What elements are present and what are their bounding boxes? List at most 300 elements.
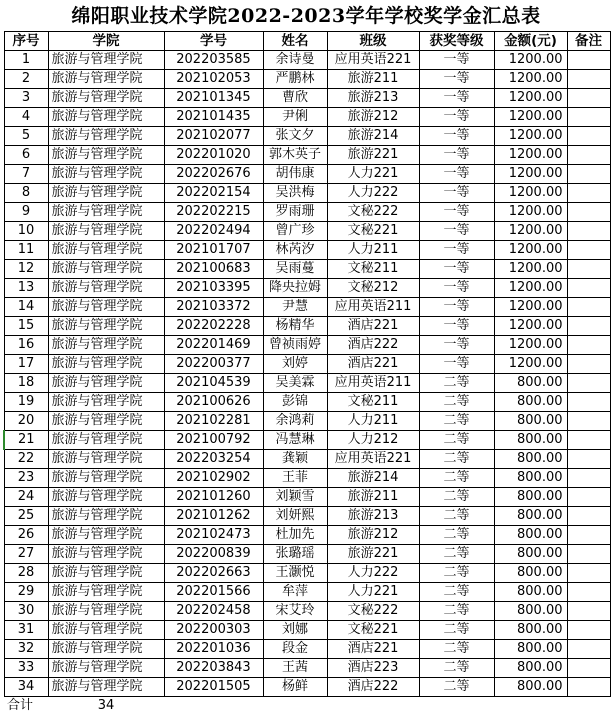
cell-amount[interactable]: 1200.00 (494, 70, 567, 89)
cell-student-id[interactable]: 202101262 (164, 507, 263, 526)
cell-college[interactable]: 旅游与管理学院 (48, 279, 164, 298)
total-empty-cell[interactable] (327, 697, 419, 716)
cell-name[interactable]: 刘婷 (263, 355, 327, 374)
cell-student-id[interactable]: 202202676 (164, 165, 263, 184)
cell-remark[interactable] (567, 678, 610, 697)
cell-class[interactable]: 人力221 (327, 583, 419, 602)
cell-class[interactable]: 旅游221 (327, 146, 419, 165)
cell-college[interactable]: 旅游与管理学院 (48, 526, 164, 545)
cell-name[interactable]: 彭锦 (263, 393, 327, 412)
cell-award-level[interactable]: 一等 (419, 165, 494, 184)
cell-amount[interactable]: 1200.00 (494, 203, 567, 222)
header-remark[interactable]: 备注 (567, 32, 610, 51)
cell-remark[interactable] (567, 602, 610, 621)
cell-index[interactable]: 17 (4, 355, 48, 374)
table-row (4, 260, 610, 279)
cell-name[interactable]: 尹慧 (263, 298, 327, 317)
cell-remark[interactable] (567, 222, 610, 241)
cell-name[interactable]: 宋艾玲 (263, 602, 327, 621)
cell-amount[interactable]: 1200.00 (494, 298, 567, 317)
cell-college[interactable]: 旅游与管理学院 (48, 488, 164, 507)
cell-index[interactable]: 22 (4, 450, 48, 469)
cell-name[interactable]: 张文夕 (263, 127, 327, 146)
cell-student-id[interactable]: 202200839 (164, 545, 263, 564)
cell-college[interactable]: 旅游与管理学院 (48, 583, 164, 602)
cell-remark[interactable] (567, 317, 610, 336)
cell-amount[interactable]: 800.00 (494, 412, 567, 431)
cell-name[interactable]: 刘颖雪 (263, 488, 327, 507)
cell-index[interactable]: 12 (4, 260, 48, 279)
cell-college[interactable]: 旅游与管理学院 (48, 621, 164, 640)
total-empty-cell[interactable] (567, 697, 610, 716)
cell-award-level[interactable]: 二等 (419, 640, 494, 659)
cell-college[interactable]: 旅游与管理学院 (48, 659, 164, 678)
cell-remark[interactable] (567, 260, 610, 279)
cell-award-level[interactable]: 一等 (419, 298, 494, 317)
cell-name[interactable]: 吴雨蔓 (263, 260, 327, 279)
cell-student-id[interactable]: 202102902 (164, 469, 263, 488)
total-empty-cell[interactable] (263, 697, 327, 716)
cell-class[interactable]: 酒店222 (327, 678, 419, 697)
cell-name[interactable]: 杜加先 (263, 526, 327, 545)
cell-name[interactable]: 王茜 (263, 659, 327, 678)
cell-remark[interactable] (567, 336, 610, 355)
cell-student-id[interactable]: 202201566 (164, 583, 263, 602)
cell-remark[interactable] (567, 298, 610, 317)
total-count[interactable]: 34 (48, 697, 164, 716)
cell-remark[interactable] (567, 108, 610, 127)
cell-award-level[interactable]: 二等 (419, 393, 494, 412)
cell-index[interactable]: 29 (4, 583, 48, 602)
cell-college[interactable]: 旅游与管理学院 (48, 412, 164, 431)
cell-award-level[interactable]: 二等 (419, 602, 494, 621)
cell-name[interactable]: 张璐瑶 (263, 545, 327, 564)
cell-amount[interactable]: 800.00 (494, 488, 567, 507)
cell-college[interactable]: 旅游与管理学院 (48, 165, 164, 184)
cell-remark[interactable] (567, 488, 610, 507)
cell-name[interactable]: 郭木英子 (263, 146, 327, 165)
cell-award-level[interactable]: 一等 (419, 70, 494, 89)
cell-college[interactable]: 旅游与管理学院 (48, 374, 164, 393)
cell-college[interactable]: 旅游与管理学院 (48, 127, 164, 146)
header-award-level[interactable]: 获奖等级 (419, 32, 494, 51)
cell-index[interactable]: 34 (4, 678, 48, 697)
cell-remark[interactable] (567, 374, 610, 393)
cell-student-id[interactable]: 202104539 (164, 374, 263, 393)
cell-college[interactable]: 旅游与管理学院 (48, 241, 164, 260)
cell-student-id[interactable]: 202203254 (164, 450, 263, 469)
cell-student-id[interactable]: 202100683 (164, 260, 263, 279)
cell-student-id[interactable]: 202202154 (164, 184, 263, 203)
cell-remark[interactable] (567, 621, 610, 640)
cell-remark[interactable] (567, 203, 610, 222)
cell-class[interactable]: 酒店221 (327, 317, 419, 336)
cell-college[interactable]: 旅游与管理学院 (48, 545, 164, 564)
cell-name[interactable]: 降央拉姆 (263, 279, 327, 298)
cell-college[interactable]: 旅游与管理学院 (48, 564, 164, 583)
cell-amount[interactable]: 1200.00 (494, 165, 567, 184)
cell-index[interactable]: 28 (4, 564, 48, 583)
table-row (4, 659, 610, 678)
cell-name[interactable]: 曾广珍 (263, 222, 327, 241)
header-class[interactable]: 班级 (327, 32, 419, 51)
cell-name[interactable]: 段金 (263, 640, 327, 659)
cell-class[interactable]: 文秘221 (327, 621, 419, 640)
cell-award-level[interactable]: 二等 (419, 374, 494, 393)
cell-college[interactable]: 旅游与管理学院 (48, 678, 164, 697)
cell-student-id[interactable]: 202202215 (164, 203, 263, 222)
cell-award-level[interactable]: 一等 (419, 260, 494, 279)
cell-class[interactable]: 旅游211 (327, 488, 419, 507)
cell-amount[interactable]: 1200.00 (494, 241, 567, 260)
cell-remark[interactable] (567, 583, 610, 602)
cell-remark[interactable] (567, 564, 610, 583)
cell-index[interactable]: 14 (4, 298, 48, 317)
table-row (4, 70, 610, 89)
cell-amount[interactable]: 800.00 (494, 545, 567, 564)
cell-amount[interactable]: 1200.00 (494, 260, 567, 279)
cell-index[interactable]: 19 (4, 393, 48, 412)
cell-college[interactable]: 旅游与管理学院 (48, 203, 164, 222)
cell-class[interactable]: 旅游213 (327, 89, 419, 108)
cell-college[interactable]: 旅游与管理学院 (48, 70, 164, 89)
cell-name[interactable]: 刘妍熙 (263, 507, 327, 526)
cell-student-id[interactable]: 202101435 (164, 108, 263, 127)
cell-college[interactable]: 旅游与管理学院 (48, 507, 164, 526)
cell-award-level[interactable]: 二等 (419, 678, 494, 697)
cell-remark[interactable] (567, 279, 610, 298)
cell-student-id[interactable]: 202201036 (164, 640, 263, 659)
cell-amount[interactable]: 800.00 (494, 431, 567, 450)
cell-name[interactable]: 杨精华 (263, 317, 327, 336)
cell-amount[interactable]: 800.00 (494, 564, 567, 583)
cell-remark[interactable] (567, 659, 610, 678)
cell-name[interactable]: 王灏悦 (263, 564, 327, 583)
cell-award-level[interactable]: 二等 (419, 431, 494, 450)
cell-class[interactable]: 应用英语211 (327, 374, 419, 393)
cell-name[interactable]: 冯慧琳 (263, 431, 327, 450)
cell-student-id[interactable]: 202102077 (164, 127, 263, 146)
cell-name[interactable]: 罗雨珊 (263, 203, 327, 222)
total-empty-cell[interactable] (164, 697, 263, 716)
cell-remark[interactable] (567, 507, 610, 526)
cell-index[interactable]: 24 (4, 488, 48, 507)
cell-amount[interactable]: 800.00 (494, 602, 567, 621)
cell-student-id[interactable]: 202102473 (164, 526, 263, 545)
cell-student-id[interactable]: 202202663 (164, 564, 263, 583)
cell-name[interactable]: 牟萍 (263, 583, 327, 602)
cell-amount[interactable]: 800.00 (494, 678, 567, 697)
cell-index[interactable]: 20 (4, 412, 48, 431)
cell-college[interactable]: 旅游与管理学院 (48, 431, 164, 450)
cell-award-level[interactable]: 一等 (419, 279, 494, 298)
cell-amount[interactable]: 800.00 (494, 450, 567, 469)
cell-index[interactable]: 2 (4, 70, 48, 89)
cell-class[interactable]: 酒店223 (327, 659, 419, 678)
cell-class[interactable]: 旅游214 (327, 469, 419, 488)
cell-remark[interactable] (567, 51, 610, 70)
cell-class[interactable]: 酒店221 (327, 640, 419, 659)
cell-college[interactable]: 旅游与管理学院 (48, 51, 164, 70)
cell-student-id[interactable]: 202202458 (164, 602, 263, 621)
cell-student-id[interactable]: 202103395 (164, 279, 263, 298)
cell-remark[interactable] (567, 241, 610, 260)
cell-amount[interactable]: 800.00 (494, 374, 567, 393)
cell-amount[interactable]: 1200.00 (494, 336, 567, 355)
table-row (4, 184, 610, 203)
cell-student-id[interactable]: 202101345 (164, 89, 263, 108)
cell-index[interactable]: 27 (4, 545, 48, 564)
cell-award-level[interactable]: 二等 (419, 564, 494, 583)
cell-student-id[interactable]: 202200303 (164, 621, 263, 640)
cell-remark[interactable] (567, 545, 610, 564)
cell-amount[interactable]: 800.00 (494, 393, 567, 412)
cell-student-id[interactable]: 202103372 (164, 298, 263, 317)
cell-college[interactable]: 旅游与管理学院 (48, 640, 164, 659)
cell-student-id[interactable]: 202100626 (164, 393, 263, 412)
cell-award-level[interactable]: 一等 (419, 184, 494, 203)
cell-index[interactable]: 33 (4, 659, 48, 678)
table-row (4, 146, 610, 165)
cell-index[interactable]: 23 (4, 469, 48, 488)
header-college[interactable]: 学院 (48, 32, 164, 51)
cell-class[interactable]: 文秘221 (327, 222, 419, 241)
header-amount[interactable]: 金额(元) (494, 32, 567, 51)
cell-student-id[interactable]: 202100792 (164, 431, 263, 450)
cell-name[interactable]: 林芮汐 (263, 241, 327, 260)
cell-college[interactable]: 旅游与管理学院 (48, 469, 164, 488)
cell-remark[interactable] (567, 450, 610, 469)
cell-index[interactable]: 8 (4, 184, 48, 203)
table-row (4, 507, 610, 526)
cell-college[interactable]: 旅游与管理学院 (48, 222, 164, 241)
cell-index[interactable]: 4 (4, 108, 48, 127)
cell-remark[interactable] (567, 431, 610, 450)
cell-name[interactable]: 吴美霖 (263, 374, 327, 393)
cell-class[interactable]: 人力211 (327, 241, 419, 260)
cell-name[interactable]: 杨鲜 (263, 678, 327, 697)
cell-student-id[interactable]: 202201469 (164, 336, 263, 355)
cell-college[interactable]: 旅游与管理学院 (48, 317, 164, 336)
cell-student-id[interactable]: 202200377 (164, 355, 263, 374)
cell-index[interactable]: 6 (4, 146, 48, 165)
cell-amount[interactable]: 1200.00 (494, 51, 567, 70)
cell-class[interactable]: 旅游221 (327, 545, 419, 564)
cell-award-level[interactable]: 二等 (419, 621, 494, 640)
cell-class[interactable]: 旅游213 (327, 507, 419, 526)
cell-college[interactable]: 旅游与管理学院 (48, 108, 164, 127)
header-index[interactable]: 序号 (4, 32, 48, 51)
cell-amount[interactable]: 800.00 (494, 507, 567, 526)
cell-amount[interactable]: 1200.00 (494, 222, 567, 241)
cell-award-level[interactable]: 一等 (419, 336, 494, 355)
table-row (4, 127, 610, 146)
cell-class[interactable]: 旅游211 (327, 70, 419, 89)
cell-award-level[interactable]: 一等 (419, 127, 494, 146)
cell-index[interactable]: 16 (4, 336, 48, 355)
cell-class[interactable]: 文秘211 (327, 393, 419, 412)
cell-name[interactable]: 王菲 (263, 469, 327, 488)
cell-award-level[interactable]: 一等 (419, 222, 494, 241)
cell-index[interactable]: 18 (4, 374, 48, 393)
cell-class[interactable]: 文秘212 (327, 279, 419, 298)
cell-remark[interactable] (567, 70, 610, 89)
total-empty-cell[interactable] (494, 697, 567, 716)
cell-award-level[interactable]: 一等 (419, 317, 494, 336)
cell-name[interactable]: 吴洪梅 (263, 184, 327, 203)
cell-award-level[interactable]: 二等 (419, 659, 494, 678)
table-row (4, 545, 610, 564)
cell-name[interactable]: 曾祯雨婷 (263, 336, 327, 355)
cell-remark[interactable] (567, 355, 610, 374)
cell-remark[interactable] (567, 89, 610, 108)
cell-index[interactable]: 7 (4, 165, 48, 184)
cell-college[interactable]: 旅游与管理学院 (48, 336, 164, 355)
cell-amount[interactable]: 800.00 (494, 659, 567, 678)
cell-student-id[interactable]: 202101707 (164, 241, 263, 260)
cell-class[interactable]: 酒店222 (327, 336, 419, 355)
cell-class[interactable]: 酒店221 (327, 355, 419, 374)
cell-class[interactable]: 人力221 (327, 165, 419, 184)
cell-award-level[interactable]: 二等 (419, 583, 494, 602)
cell-index[interactable]: 9 (4, 203, 48, 222)
cell-remark[interactable] (567, 640, 610, 659)
cell-class[interactable]: 人力212 (327, 431, 419, 450)
cell-class[interactable]: 应用英语221 (327, 51, 419, 70)
cell-amount[interactable]: 1200.00 (494, 355, 567, 374)
cell-index[interactable]: 5 (4, 127, 48, 146)
header-name[interactable]: 姓名 (263, 32, 327, 51)
cell-class[interactable]: 文秘211 (327, 260, 419, 279)
cell-remark[interactable] (567, 469, 610, 488)
cell-name[interactable]: 严鹏林 (263, 70, 327, 89)
cell-amount[interactable]: 1200.00 (494, 184, 567, 203)
cell-award-level[interactable]: 一等 (419, 89, 494, 108)
cell-amount[interactable]: 800.00 (494, 583, 567, 602)
cell-name[interactable]: 龚颖 (263, 450, 327, 469)
cell-amount[interactable]: 1200.00 (494, 89, 567, 108)
cell-index[interactable]: 1 (4, 51, 48, 70)
cell-amount[interactable]: 1200.00 (494, 127, 567, 146)
cell-college[interactable]: 旅游与管理学院 (48, 298, 164, 317)
cell-remark[interactable] (567, 165, 610, 184)
cell-index[interactable]: 15 (4, 317, 48, 336)
total-label[interactable]: 合计 (4, 697, 48, 716)
cell-class[interactable]: 旅游212 (327, 526, 419, 545)
cell-college[interactable]: 旅游与管理学院 (48, 89, 164, 108)
cell-college[interactable]: 旅游与管理学院 (48, 184, 164, 203)
cell-class[interactable]: 人力222 (327, 564, 419, 583)
cell-college[interactable]: 旅游与管理学院 (48, 602, 164, 621)
table-row (4, 640, 610, 659)
cell-amount[interactable]: 800.00 (494, 621, 567, 640)
cell-index[interactable]: 21 (4, 431, 48, 450)
cell-award-level[interactable]: 一等 (419, 108, 494, 127)
cell-student-id[interactable]: 202201020 (164, 146, 263, 165)
table-row (4, 431, 610, 450)
cell-remark[interactable] (567, 127, 610, 146)
cell-award-level[interactable]: 一等 (419, 241, 494, 260)
cell-remark[interactable] (567, 184, 610, 203)
cell-student-id[interactable]: 202202228 (164, 317, 263, 336)
cell-class[interactable]: 旅游214 (327, 127, 419, 146)
cell-amount[interactable]: 800.00 (494, 526, 567, 545)
header-student-id[interactable]: 学号 (164, 32, 263, 51)
cell-index[interactable]: 32 (4, 640, 48, 659)
cell-index[interactable]: 25 (4, 507, 48, 526)
cell-student-id[interactable]: 202201505 (164, 678, 263, 697)
table-row (4, 393, 610, 412)
cell-index[interactable]: 30 (4, 602, 48, 621)
cell-class[interactable]: 人力211 (327, 412, 419, 431)
cell-class[interactable]: 旅游212 (327, 108, 419, 127)
cell-amount[interactable]: 1200.00 (494, 108, 567, 127)
cell-award-level[interactable]: 一等 (419, 51, 494, 70)
cell-index[interactable]: 13 (4, 279, 48, 298)
cell-award-level[interactable]: 二等 (419, 488, 494, 507)
cell-award-level[interactable]: 一等 (419, 203, 494, 222)
cell-remark[interactable] (567, 526, 610, 545)
cell-student-id[interactable]: 202203585 (164, 51, 263, 70)
cell-award-level[interactable]: 二等 (419, 526, 494, 545)
cell-name[interactable]: 胡伟康 (263, 165, 327, 184)
cell-award-level[interactable]: 一等 (419, 355, 494, 374)
cell-name[interactable]: 刘娜 (263, 621, 327, 640)
header-row (4, 32, 610, 51)
cell-index[interactable]: 10 (4, 222, 48, 241)
cell-award-level[interactable]: 二等 (419, 412, 494, 431)
cell-college[interactable]: 旅游与管理学院 (48, 355, 164, 374)
cell-amount[interactable]: 1200.00 (494, 146, 567, 165)
cell-index[interactable]: 31 (4, 621, 48, 640)
cell-amount[interactable]: 1200.00 (494, 279, 567, 298)
cell-remark[interactable] (567, 412, 610, 431)
cell-name[interactable]: 余诗曼 (263, 51, 327, 70)
cell-remark[interactable] (567, 146, 610, 165)
cell-college[interactable]: 旅游与管理学院 (48, 393, 164, 412)
cell-name[interactable]: 余鸿莉 (263, 412, 327, 431)
cell-class[interactable]: 人力222 (327, 184, 419, 203)
cell-award-level[interactable]: 一等 (419, 146, 494, 165)
cell-college[interactable]: 旅游与管理学院 (48, 146, 164, 165)
cell-student-id[interactable]: 202203843 (164, 659, 263, 678)
cell-award-level[interactable]: 二等 (419, 545, 494, 564)
cell-award-level[interactable]: 二等 (419, 450, 494, 469)
cell-amount[interactable]: 800.00 (494, 640, 567, 659)
cell-student-id[interactable]: 202102053 (164, 70, 263, 89)
cell-name[interactable]: 曹欣 (263, 89, 327, 108)
cell-amount[interactable]: 800.00 (494, 469, 567, 488)
cell-student-id[interactable]: 202102281 (164, 412, 263, 431)
cell-class[interactable]: 文秘222 (327, 203, 419, 222)
cell-college[interactable]: 旅游与管理学院 (48, 260, 164, 279)
cell-amount[interactable]: 1200.00 (494, 317, 567, 336)
cell-class[interactable]: 应用英语221 (327, 450, 419, 469)
cell-award-level[interactable]: 二等 (419, 507, 494, 526)
cell-student-id[interactable]: 202202494 (164, 222, 263, 241)
cell-award-level[interactable]: 二等 (419, 469, 494, 488)
total-empty-cell[interactable] (419, 697, 494, 716)
cell-index[interactable]: 11 (4, 241, 48, 260)
cell-student-id[interactable]: 202101260 (164, 488, 263, 507)
cell-class[interactable]: 文秘222 (327, 602, 419, 621)
cell-index[interactable]: 26 (4, 526, 48, 545)
cell-class[interactable]: 应用英语211 (327, 298, 419, 317)
cell-index[interactable]: 3 (4, 89, 48, 108)
cell-college[interactable]: 旅游与管理学院 (48, 450, 164, 469)
cell-name[interactable]: 尹俐 (263, 108, 327, 127)
cell-remark[interactable] (567, 393, 610, 412)
